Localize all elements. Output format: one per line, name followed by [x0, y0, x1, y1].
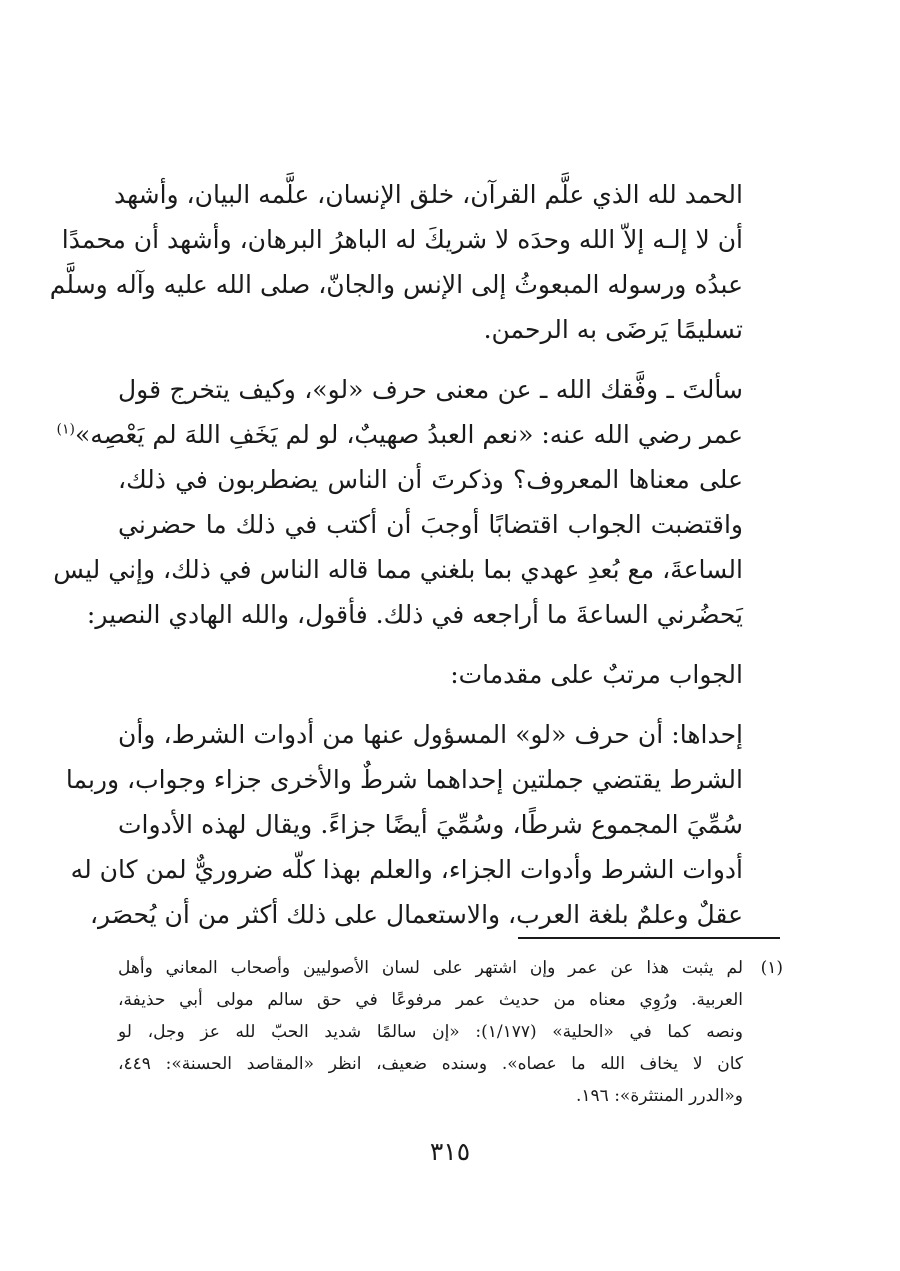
footnote-line: و«الدرر المنتثرة»: ١٩٦. — [575, 1086, 743, 1106]
footnote-number: (١) — [760, 958, 783, 978]
text-line: واقتضبت الجواب اقتضابًا أوجبَ أن أكتب في ذلك ما حضرني — [118, 510, 743, 539]
text-line: أدوات الشرط وأدوات الجزاء، والعلم بهذا كلّه ضروريٌّ لمن كان له — [70, 855, 743, 884]
text-line: الساعةَ، مع بُعدِ عهدي بما بلغني مما قاله الناس في ذلك، وإني ليس — [53, 555, 743, 584]
text-line: أن لا إلـه إلاّ الله وحدَه لا شريكَ له الباهرُ البرهان، وأشهد أن محمدًا — [61, 225, 743, 254]
paragraph-first-premise — [65, 712, 783, 937]
footnote-line: لم يثبت هذا عن عمر وإن اشتهر على لسان الأصوليين وأصحاب المعاني وأهل — [118, 958, 743, 978]
footnote-line: كان لا يخاف الله ما عصاه». وسنده ضعيف، انظر «المقاصد الحسنة»: ٤٤٩، — [118, 1054, 743, 1074]
footnote-item — [118, 952, 783, 1112]
footnote-line: العربية. ورُوِي معناه من حديث عمر مرفوعًا في حق سالم مولى أبي حذيفة، — [118, 990, 743, 1010]
paragraph-question — [53, 367, 783, 637]
text-line-with-note — [56, 412, 743, 457]
text-line: سألتَ ـ وفَّقك الله ـ عن معنى حرف «لو»، وكيف يتخرج قول — [118, 375, 743, 404]
quoted-text: عمر رضي الله عنه: «نعم العبدُ صهيبٌ، لو لم يَخَفِ اللهَ لم يَعْصِه» — [74, 420, 743, 449]
text-line: عبدُه ورسوله المبعوثُ إلى الإنس والجانّ، صلى الله عليه وآله وسلَّم — [49, 270, 743, 299]
footnote-divider — [518, 937, 780, 939]
text-line: سُمِّيَ المجموع شرطًا، وسُمِّيَ أيضًا جزاءً. ويقال لهذه الأدوات — [118, 810, 743, 839]
text-line: الجواب مرتبٌ على مقدمات: — [450, 660, 743, 689]
paragraph-intro — [49, 172, 783, 352]
text-line: إحداها: أن حرف «لو» المسؤول عنها من أدوات الشرط، وأن — [118, 720, 743, 749]
text-line: الشرط يقتضي جملتين إحداهما شرطٌ والأخرى جزاء وجواب، وربما — [65, 765, 743, 794]
text-line: تسليمًا يَرضَى به الرحمن. — [483, 315, 743, 344]
text-line: على معناها المعروف؟ وذكرتَ أن الناس يضطربون في ذلك، — [118, 465, 743, 494]
footnotes — [118, 952, 783, 1112]
footnote-reference[interactable]: (١) — [56, 421, 75, 438]
page-number: ٣١٥ — [429, 1137, 471, 1166]
footnote-line: ونصه كما في «الحلية» (١/١٧٧): «إن سالمًا شديد الحبّ لله عز وجل، لو — [118, 1022, 743, 1042]
text-line: عقلٌ وعلمٌ بلغة العرب، والاستعمال على ذلك أكثر من أن يُحصَر، — [89, 900, 743, 929]
main-text — [49, 172, 783, 952]
paragraph-answer-intro — [118, 652, 783, 697]
text-line: الحمد لله الذي علَّم القرآن، خلق الإنسان، علَّمه البيان، وأشهد — [113, 180, 743, 209]
text-line: يَحضُرني الساعةَ ما أراجعه في ذلك. فأقول، والله الهادي النصير: — [86, 600, 743, 629]
footnote-text — [118, 952, 743, 1112]
